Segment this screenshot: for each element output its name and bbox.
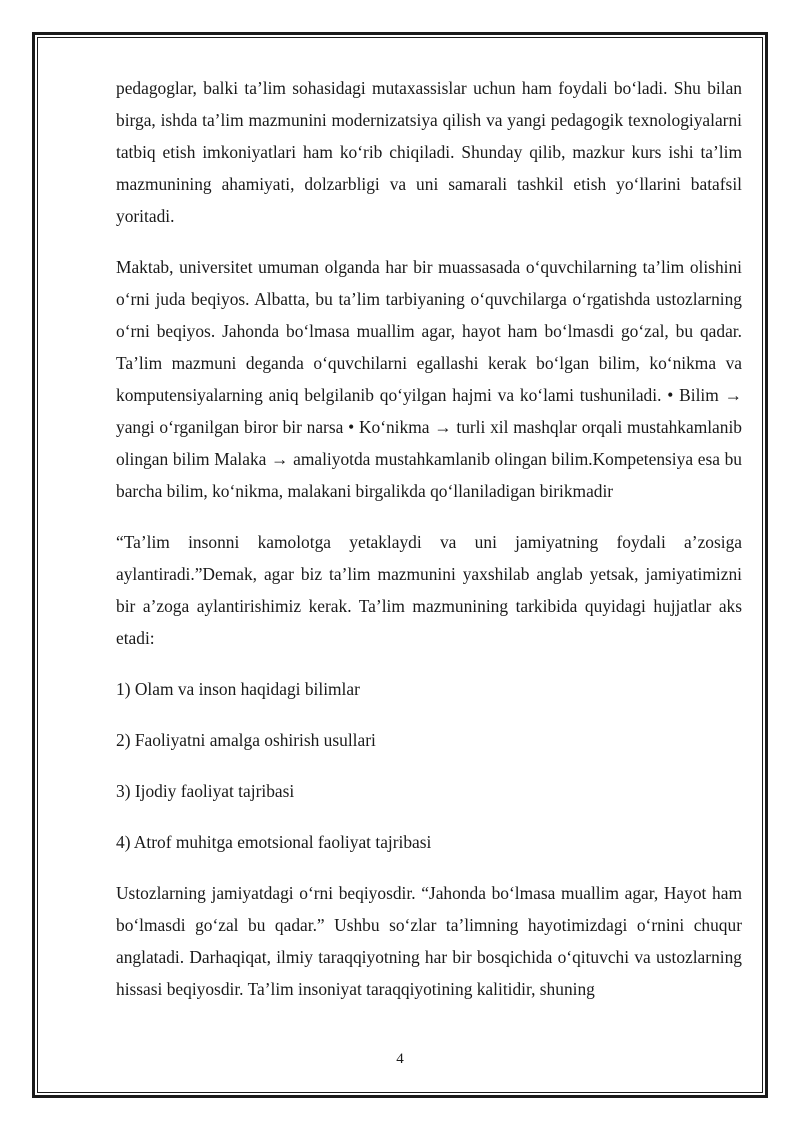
paragraph-2: Maktab, universitet umuman olganda har bir muassasada o‘quvchilarning ta’lim olishini o‘rni juda beqiyos. Albatta, bu ta’lim tarbiyaning o‘quvchilarga o‘rgatishda ustozlarning o‘rni beqiyos. Jahonda bo‘lmasa muallim agar, hayot ham bo‘lmasdi go‘zal, bu qadar. Ta’lim mazmuni deganda o‘quvchilarni egallashi kerak bo‘lgan bilim, ko‘nikma va komputensiyalarning aniq belgilanib qo‘yilgan hajmi va ko‘lami tushuniladi. • Bilim → yangi o‘rganilgan biror bir narsa • Ko‘nikma → turli xil mashqlar orqali mustahkamlanib olingan bilim Malaka → amaliyotda mustahkamlanib olingan bilim.Kompetensiya esa bu barcha bilim, ko‘nikma, malakani birgalikda qo‘llaniladigan birikmadir [116,257,742,501]
list-item-2: 2) Faoliyatni amalga oshirish usullari [116,730,376,750]
paragraph-closing: Ustozlarning jamiyatdagi o‘rni beqiyosdir. “Jahonda bo‘lmasa muallim agar, Hayot ham bo‘lmasdi go‘zal bu qadar.” Ushbu so‘zlar ta’limning hayotimizdagi o‘rnini chuqur anglatadi. Darhaqiqat, ilmiy taraqqiyotning har bir bosqichida o‘qituvchi va ustozlarning hissasi beqiyosdir. Ta’lim insoniyat taraqqiyotining kalitidir, shuning [116,883,742,999]
list-item-1: 1) Olam va inson haqidagi bilimlar [116,679,360,699]
document-body [116,72,742,1024]
paragraph-1: pedagoglar, balki ta’lim sohasidagi mutaxassislar uchun ham foydali bo‘ladi. Shu bilan birga, ishda ta’lim mazmunini modernizatsiya qilish va yangi pedagogik texnologiyalarni tatbiq etish imkoniyatlari ham ko‘rib chiqiladi. Shunday qilib, mazkur kurs ishi ta’lim mazmunining ahamiyati, dolzarbligi va uni samarali tashkil etish yo‘llarini batafsil yoritadi. [116,78,742,226]
page-number: 4 [396,1051,404,1067]
list-item-4: 4) Atrof muhitga emotsional faoliyat tajribasi [116,832,432,852]
list-item-3: 3) Ijodiy faoliyat tajribasi [116,781,295,801]
paragraph-3: “Ta’lim insonni kamolotga yetaklaydi va uni jamiyatning foydali a’zosiga aylantiradi.”Demak, agar biz ta’lim mazmunini yaxshilab anglab yetsak, jamiyatimizni bir a’zoga aylantirishimiz kerak. Ta’lim mazmunining tarkibida quyidagi hujjatlar aks etadi: [116,532,742,648]
